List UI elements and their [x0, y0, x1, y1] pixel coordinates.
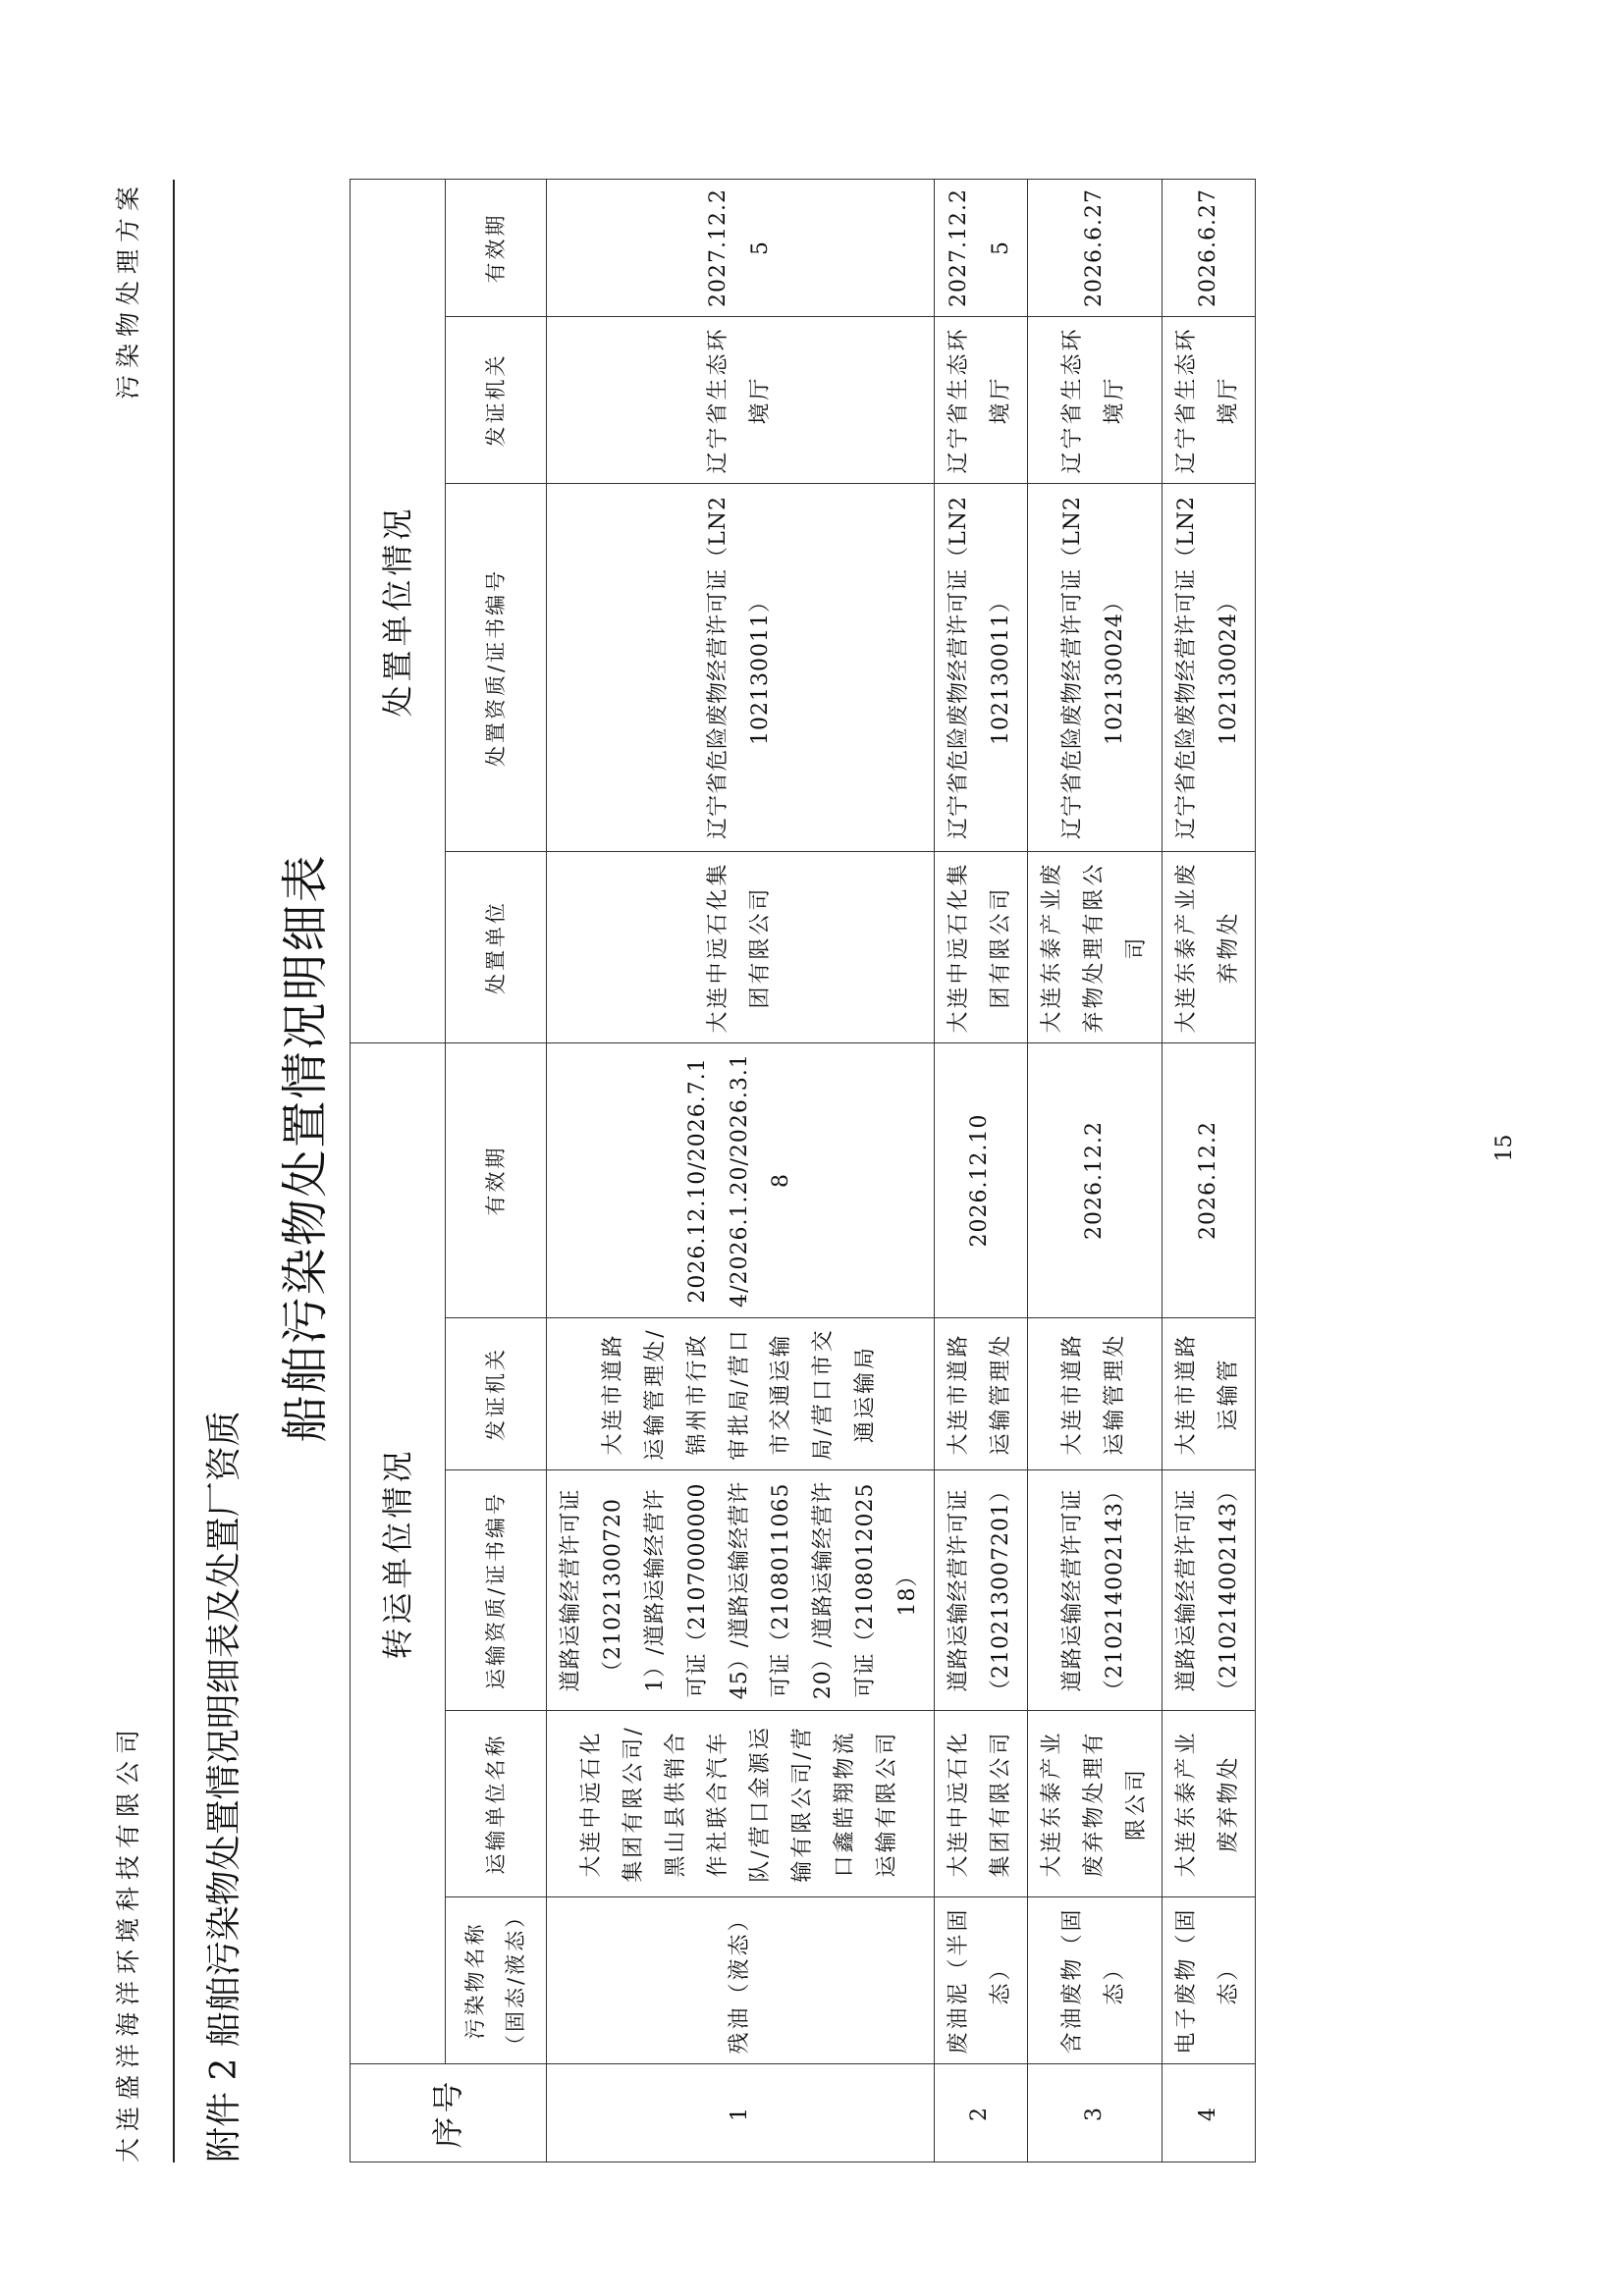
cell-transport-unit: 大连中远石化集团有限公司/黑山县供销合作社联合汽车队/营口金源运输有限公司/营口鑫皓翔物流运输有限公司 — [547, 1711, 935, 1897]
col-transport-issuer-header: 发证机关 — [446, 1318, 547, 1470]
cell-transport-issuer: 大连市道路运输管 — [1163, 1318, 1256, 1470]
cell-disposal-issuer: 辽宁省生态环境厅 — [1027, 316, 1163, 483]
cell-transport-cert: 道路运输经营许可证（210213007201）/道路运输经营许可证（210700000045）/道路运输经营许可证（210801106520）/道路运输经营许可证（210801202518） — [547, 1470, 935, 1711]
col-pollutant-header: 污染物名称（固态/液态） — [446, 1897, 547, 2064]
cell-transport-valid: 2026.12.10 — [935, 1042, 1028, 1317]
cell-pollutant: 电子废物（固态） — [1163, 1897, 1256, 2064]
cell-transport-cert: 道路运输经营许可证（210214002143） — [1163, 1470, 1256, 1711]
header-company: 大连盛洋海洋环境科技有限公司 — [114, 1722, 142, 2163]
cell-disposal-issuer: 辽宁省生态环境厅 — [935, 316, 1028, 483]
col-seq-header: 序号 — [351, 2064, 547, 2163]
cell-transport-unit: 大连中远石化集团有限公司 — [935, 1711, 1028, 1897]
cell-pollutant: 含油废物（固态） — [1027, 1897, 1163, 2064]
cell-transport-valid: 2026.12.2 — [1163, 1042, 1256, 1317]
cell-disposal-valid: 2027.12.25 — [935, 179, 1028, 316]
table-title: 船舶污染物处置情况明细表 — [278, 853, 333, 1443]
disposal-group-header: 处置单位情况 — [351, 179, 446, 1042]
col-disposal-cert-header: 处置资质/证书编号 — [446, 483, 547, 851]
cell-disposal-unit: 大连中远石化集团有限公司 — [935, 851, 1028, 1042]
cell-disposal-issuer: 辽宁省生态环境厅 — [1163, 316, 1256, 483]
cell-pollutant: 废油泥（半固态） — [935, 1897, 1028, 2064]
attachment-title: 附件 2 船舶污染物处置情况明细表及处置厂资质 — [204, 1411, 244, 2163]
page-number: 15 — [1492, 1134, 1517, 1162]
cell-transport-unit: 大连东泰产业废弃物处 — [1163, 1711, 1256, 1897]
transport-group-header: 转运单位情况 — [351, 1042, 446, 2063]
cell-pollutant: 残油（液态） — [547, 1897, 935, 2064]
cell-disposal-valid: 2026.6.27 — [1027, 179, 1163, 316]
cell-seq: 4 — [1163, 2064, 1256, 2163]
cell-disposal-issuer: 辽宁省生态环境厅 — [547, 316, 935, 483]
col-transport-valid-header: 有效期 — [446, 1042, 547, 1317]
col-transport-unit-header: 运输单位名称 — [446, 1711, 547, 1897]
cell-disposal-unit: 大连东泰产业废弃物处 — [1163, 851, 1256, 1042]
cell-transport-valid: 2026.12.10/2026.7.14/2026.1.20/2026.3.18 — [547, 1042, 935, 1317]
col-disposal-unit-header: 处置单位 — [446, 851, 547, 1042]
cell-disposal-cert: 辽宁省危险废物经营许可证（LN2102130011） — [547, 483, 935, 851]
cell-seq: 3 — [1027, 2064, 1163, 2163]
cell-seq: 2 — [935, 2064, 1028, 2163]
header-row-1 — [351, 179, 446, 2162]
table-row — [1163, 179, 1256, 2162]
header-row-2 — [446, 179, 547, 2162]
cell-disposal-unit: 大连东泰产业废弃物处理有限公司 — [1027, 851, 1163, 1042]
col-disposal-issuer-header: 发证机关 — [446, 316, 547, 483]
cell-transport-issuer: 大连市道路运输管理处/锦州市行政审批局/营口市交通运输局/营口市交通运输局 — [547, 1318, 935, 1470]
cell-disposal-cert: 辽宁省危险废物经营许可证（LN2102130011） — [935, 483, 1028, 851]
cell-transport-cert: 道路运输经营许可证（210214002143） — [1027, 1470, 1163, 1711]
table-row — [547, 179, 935, 2162]
cell-transport-cert: 道路运输经营许可证（210213007201） — [935, 1470, 1028, 1711]
cell-disposal-valid: 2026.6.27 — [1163, 179, 1256, 316]
table-row — [935, 179, 1028, 2162]
cell-transport-valid: 2026.12.2 — [1027, 1042, 1163, 1317]
disposal-table — [350, 179, 1256, 2163]
cell-transport-unit: 大连东泰产业废弃物处理有限公司 — [1027, 1711, 1163, 1897]
cell-transport-issuer: 大连市道路运输管理处 — [1027, 1318, 1163, 1470]
header-rule — [173, 180, 175, 2163]
col-transport-cert-header: 运输资质/证书编号 — [446, 1470, 547, 1711]
cell-disposal-cert: 辽宁省危险废物经营许可证（LN2102130024） — [1027, 483, 1163, 851]
table-row — [1027, 179, 1163, 2162]
cell-disposal-valid: 2027.12.25 — [547, 179, 935, 316]
col-disposal-valid-header: 有效期 — [446, 179, 547, 316]
cell-disposal-unit: 大连中远石化集团有限公司 — [547, 851, 935, 1042]
cell-disposal-cert: 辽宁省危险废物经营许可证（LN2102130024） — [1163, 483, 1256, 851]
cell-seq: 1 — [547, 2064, 935, 2163]
header-doc-title: 污染物处理方案 — [114, 180, 142, 400]
cell-transport-issuer: 大连市道路运输管理处 — [935, 1318, 1028, 1470]
